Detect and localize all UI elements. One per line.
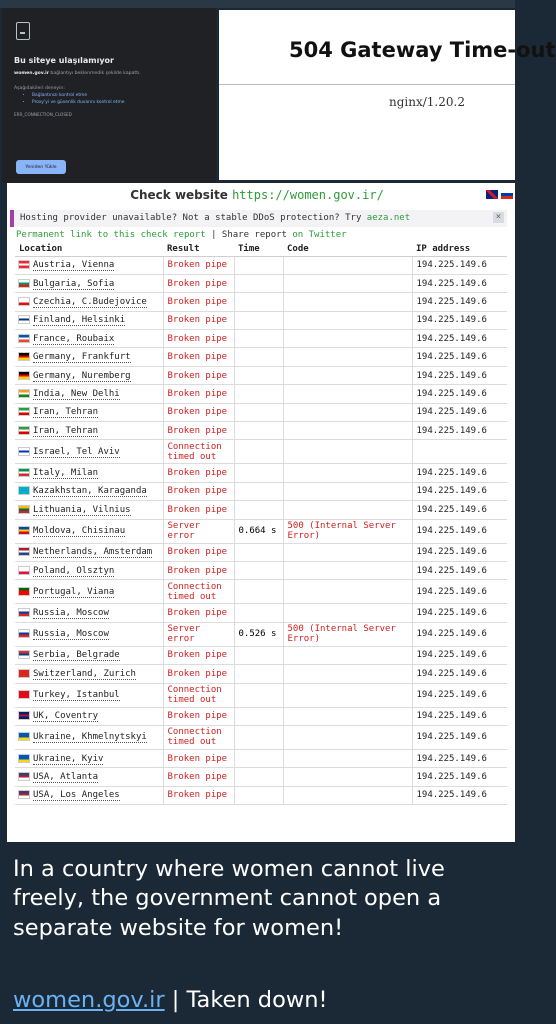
cell-location [15, 330, 163, 348]
table-row [15, 768, 507, 786]
location-link[interactable]: Czechia, C.Budejovice [33, 296, 147, 307]
cell-code [283, 501, 412, 519]
country-flag-icon [19, 280, 29, 287]
cell-ip: 194.225.149.6 [412, 330, 507, 348]
error-domain: women.gov.ir [14, 71, 49, 76]
cell-code [283, 403, 412, 421]
cell-result: Broken pipe [163, 348, 234, 366]
permalink-link[interactable]: Permanent link to this check report [16, 230, 206, 240]
cell-code [283, 786, 412, 804]
cell-ip: 194.225.149.6 [412, 482, 507, 500]
cell-ip: 194.225.149.6 [412, 580, 507, 604]
cell-time: 0.664 s [234, 519, 283, 543]
cell-location [15, 501, 163, 519]
country-flag-icon [19, 261, 29, 268]
cell-ip: 194.225.149.6 [412, 422, 507, 440]
checked-url[interactable]: https://women.gov.ir/ [232, 188, 384, 202]
location-link[interactable]: Portugal, Viana [33, 586, 115, 597]
cell-location [15, 543, 163, 561]
cell-result: Broken pipe [163, 293, 234, 311]
tip-check-proxy[interactable]: • Proxy'yi ve güvenlik duvarını kontrol etme [32, 100, 204, 105]
cell-ip: 194.225.149.6 [412, 311, 507, 329]
cell-time [234, 482, 283, 500]
cell-code [283, 256, 412, 274]
column-header-time: Time [234, 242, 283, 256]
cell-result: Broken pipe [163, 561, 234, 579]
country-flag-icon [19, 791, 29, 798]
cell-ip: 194.225.149.6 [412, 725, 507, 749]
sad-document-icon [16, 22, 30, 40]
cell-code [283, 768, 412, 786]
column-header-result: Result [163, 242, 234, 256]
table-row [15, 707, 507, 725]
country-flag-icon [19, 773, 29, 780]
location-link[interactable]: Poland, Olsztyn [33, 565, 115, 576]
table-row [15, 725, 507, 749]
russia-flag-icon[interactable] [501, 190, 513, 199]
cell-location [15, 274, 163, 292]
cell-code [283, 482, 412, 500]
cell-time [234, 293, 283, 311]
country-flag-icon [19, 670, 29, 677]
cell-ip: 194.225.149.6 [412, 768, 507, 786]
table-row [15, 646, 507, 664]
ad-banner [10, 210, 507, 227]
check-title [7, 188, 507, 202]
cell-result: Server error [163, 622, 234, 646]
error-subtitle-text: bağlantıyı beklenmedik şekilde kapattı. [48, 71, 141, 76]
cell-code [283, 646, 412, 664]
cell-location [15, 482, 163, 500]
footer-link[interactable]: women.gov.ir [13, 987, 165, 1013]
column-header-ip: IP address [412, 242, 507, 256]
cell-result: Connection timed out [163, 580, 234, 604]
table-row [15, 519, 507, 543]
table-row [15, 274, 507, 292]
cell-ip [412, 440, 507, 464]
cell-ip: 194.225.149.6 [412, 646, 507, 664]
table-row [15, 440, 507, 464]
country-flag-icon [19, 651, 29, 658]
cell-code [283, 683, 412, 707]
cell-time [234, 561, 283, 579]
location-link[interactable]: France, Roubaix [33, 333, 115, 344]
tips-list [32, 93, 204, 105]
country-flag-icon [19, 733, 29, 740]
location-link[interactable]: Turkey, Istanbul [33, 690, 120, 701]
gateway-heading: 504 Gateway Time-out [289, 38, 556, 62]
cell-code [283, 604, 412, 622]
location-link[interactable]: UK, Coventry [33, 711, 99, 722]
country-flag-icon [19, 390, 29, 397]
cell-time [234, 646, 283, 664]
cell-ip: 194.225.149.6 [412, 543, 507, 561]
cell-ip: 194.225.149.6 [412, 683, 507, 707]
country-flag-icon [19, 335, 29, 342]
cell-ip: 194.225.149.6 [412, 501, 507, 519]
error-title: Bu siteye ulaşılamıyor [14, 56, 114, 65]
table-row [15, 293, 507, 311]
cell-code [283, 422, 412, 440]
location-link[interactable]: Switzerland, Zurich [33, 668, 136, 679]
cell-result: Broken pipe [163, 707, 234, 725]
cell-time [234, 580, 283, 604]
cell-ip: 194.225.149.6 [412, 561, 507, 579]
cell-result: Broken pipe [163, 665, 234, 683]
cell-ip: 194.225.149.6 [412, 519, 507, 543]
cell-result: Broken pipe [163, 464, 234, 482]
cell-location [15, 403, 163, 421]
top-strip [0, 0, 515, 8]
cell-time [234, 665, 283, 683]
cell-code [283, 580, 412, 604]
table-row [15, 366, 507, 384]
location-link[interactable]: Iran, Tehran [33, 407, 99, 418]
location-link[interactable]: Moldova, Chisinau [33, 526, 126, 537]
location-link[interactable]: USA, Atlanta [33, 772, 99, 782]
location-link[interactable]: Kazakhstan, Karaganda [33, 486, 147, 497]
country-flag-icon [19, 353, 29, 360]
cell-code [283, 543, 412, 561]
location-link[interactable]: Germany, Frankfurt [33, 352, 131, 363]
table-row [15, 501, 507, 519]
cell-result: Broken pipe [163, 403, 234, 421]
table-header [15, 242, 507, 256]
location-link[interactable]: Ukraine, Khmelnytskyi [33, 732, 147, 743]
cell-time [234, 385, 283, 403]
country-flag-icon [19, 408, 29, 415]
cell-result: Broken pipe [163, 366, 234, 384]
cell-ip: 194.225.149.6 [412, 256, 507, 274]
cell-ip: 194.225.149.6 [412, 749, 507, 767]
cell-code [283, 665, 412, 683]
country-flag-icon [19, 755, 29, 762]
cell-location [15, 683, 163, 707]
cell-location [15, 622, 163, 646]
cell-time [234, 786, 283, 804]
close-icon[interactable]: × [493, 212, 504, 223]
cell-time [234, 464, 283, 482]
cell-result: Connection timed out [163, 683, 234, 707]
cell-time [234, 501, 283, 519]
report-links [16, 230, 347, 240]
post-footer [13, 987, 328, 1013]
table-row [15, 580, 507, 604]
cell-ip: 194.225.149.6 [412, 464, 507, 482]
cell-code: 500 (Internal Server Error) [283, 622, 412, 646]
location-link[interactable]: Italy, Milan [33, 468, 99, 479]
cell-result: Connection timed out [163, 725, 234, 749]
cell-ip: 194.225.149.6 [412, 665, 507, 683]
cell-result: Broken pipe [163, 385, 234, 403]
country-flag-icon [19, 316, 29, 323]
cell-code [283, 311, 412, 329]
cell-result: Broken pipe [163, 311, 234, 329]
cell-location [15, 725, 163, 749]
table-row [15, 464, 507, 482]
cell-time [234, 543, 283, 561]
cell-code [283, 440, 412, 464]
cell-code [283, 385, 412, 403]
cell-result: Broken pipe [163, 768, 234, 786]
cell-location [15, 385, 163, 403]
cell-code [283, 561, 412, 579]
footer-text: | Taken down! [164, 987, 328, 1013]
location-link[interactable]: Lithuania, Vilnius [33, 504, 131, 515]
error-code: ERR_CONNECTION_CLOSED [14, 112, 72, 117]
cell-code [283, 293, 412, 311]
cell-location [15, 464, 163, 482]
tip-check-connection[interactable]: • Bağlantınızı kontrol etme [32, 93, 204, 98]
country-flag-icon [19, 691, 29, 698]
cell-time [234, 768, 283, 786]
column-header-code: Code [283, 242, 412, 256]
cell-ip: 194.225.149.6 [412, 403, 507, 421]
country-flag-icon [19, 298, 29, 305]
country-flag-icon [19, 372, 29, 379]
cell-result: Broken pipe [163, 501, 234, 519]
cell-code [283, 330, 412, 348]
table-row [15, 422, 507, 440]
banner-link[interactable]: aeza.net [366, 213, 411, 223]
browser-error-screenshot [2, 8, 216, 183]
uk-flag-icon[interactable] [486, 190, 498, 199]
cell-ip: 194.225.149.6 [412, 366, 507, 384]
table-row [15, 403, 507, 421]
cell-location [15, 580, 163, 604]
table-row [15, 604, 507, 622]
cell-location [15, 311, 163, 329]
cell-result: Broken pipe [163, 256, 234, 274]
table-row [15, 311, 507, 329]
location-link[interactable]: Bulgaria, Sofia [33, 278, 115, 289]
cell-result: Broken pipe [163, 482, 234, 500]
table-row [15, 749, 507, 767]
cell-code: 500 (Internal Server Error) [283, 519, 412, 543]
twitter-link[interactable]: on Twitter [292, 230, 347, 240]
cell-code [283, 725, 412, 749]
cell-ip: 194.225.149.6 [412, 622, 507, 646]
table-row [15, 330, 507, 348]
cell-result: Broken pipe [163, 646, 234, 664]
location-link[interactable]: Russia, Moscow [33, 608, 109, 619]
server-version: nginx/1.20.2 [389, 95, 465, 109]
cell-time [234, 311, 283, 329]
location-link[interactable]: Iran, Tehran [33, 425, 99, 436]
cell-result: Broken pipe [163, 422, 234, 440]
cell-location [15, 646, 163, 664]
cell-location [15, 440, 163, 464]
location-link[interactable]: Serbia, Belgrade [33, 650, 120, 661]
cell-time [234, 256, 283, 274]
cell-location [15, 665, 163, 683]
results-table [15, 242, 507, 805]
table-row [15, 256, 507, 274]
location-link[interactable]: Ukraine, Kyiv [33, 753, 104, 764]
cell-location [15, 786, 163, 804]
cell-ip: 194.225.149.6 [412, 274, 507, 292]
cell-result: Broken pipe [163, 604, 234, 622]
gateway-timeout-screenshot [219, 10, 556, 180]
divider [219, 84, 515, 85]
post-caption: In a country where women cannot live freely, the government cannot open a separate website for women! [13, 856, 445, 941]
cell-location [15, 366, 163, 384]
links-separator: | [205, 230, 222, 240]
error-subtitle [14, 71, 204, 76]
country-flag-icon [19, 506, 29, 513]
cell-ip: 194.225.149.6 [412, 348, 507, 366]
cell-result: Broken pipe [163, 543, 234, 561]
country-flag-icon [19, 609, 29, 616]
table-row [15, 665, 507, 683]
cell-code [283, 348, 412, 366]
cell-location [15, 707, 163, 725]
table-row [15, 622, 507, 646]
cell-code [283, 274, 412, 292]
cell-location [15, 749, 163, 767]
cell-location [15, 422, 163, 440]
cell-time [234, 403, 283, 421]
check-title-prefix: Check website [130, 188, 233, 202]
cell-location [15, 348, 163, 366]
location-link[interactable]: India, New Delhi [33, 388, 120, 399]
cell-location [15, 604, 163, 622]
check-host-report [7, 183, 515, 842]
location-link[interactable]: Austria, Vienna [33, 260, 115, 271]
cell-location [15, 293, 163, 311]
banner-text: Hosting provider unavailable? Not a stable DDoS protection? Try [20, 213, 367, 223]
cell-result: Connection timed out [163, 440, 234, 464]
cell-result: Server error [163, 519, 234, 543]
location-link[interactable]: Netherlands, Amsterdam [33, 547, 153, 558]
cell-result: Broken pipe [163, 749, 234, 767]
location-link[interactable]: Finland, Helsinki [33, 315, 126, 326]
cell-code [283, 707, 412, 725]
table-row [15, 543, 507, 561]
cell-time [234, 330, 283, 348]
cell-time [234, 274, 283, 292]
cell-time [234, 749, 283, 767]
try-label: Aşağıdakileri deneyin: [14, 86, 65, 91]
table-row [15, 385, 507, 403]
reload-button[interactable]: Yeniden Yükle [16, 160, 66, 174]
cell-location [15, 768, 163, 786]
cell-ip: 194.225.149.6 [412, 786, 507, 804]
cell-time [234, 440, 283, 464]
cell-location [15, 256, 163, 274]
location-link[interactable]: Russia, Moscow [33, 629, 109, 640]
table-row [15, 561, 507, 579]
country-flag-icon [19, 567, 29, 574]
table-row [15, 348, 507, 366]
country-flag-icon [19, 448, 29, 455]
cell-time [234, 366, 283, 384]
country-flag-icon [19, 427, 29, 434]
column-header-location: Location [15, 242, 163, 256]
country-flag-icon [19, 630, 29, 637]
cell-time [234, 725, 283, 749]
cell-time [234, 604, 283, 622]
table-row [15, 482, 507, 500]
cell-time [234, 422, 283, 440]
cell-time [234, 683, 283, 707]
table-row [15, 786, 507, 804]
country-flag-icon [19, 588, 29, 595]
cell-code [283, 749, 412, 767]
cell-result: Broken pipe [163, 330, 234, 348]
location-link[interactable]: Israel, Tel Aviv [33, 446, 120, 457]
cell-code [283, 366, 412, 384]
cell-ip: 194.225.149.6 [412, 385, 507, 403]
country-flag-icon [19, 712, 29, 719]
country-flag-icon [19, 548, 29, 555]
location-link[interactable]: USA, Los Angeles [33, 790, 120, 801]
cell-code [283, 464, 412, 482]
language-switcher [486, 190, 513, 199]
country-flag-icon [19, 487, 29, 494]
cell-time [234, 348, 283, 366]
share-label: Share report [221, 230, 293, 240]
cell-ip: 194.225.149.6 [412, 604, 507, 622]
country-flag-icon [19, 469, 29, 476]
cell-location [15, 519, 163, 543]
table-row [15, 683, 507, 707]
cell-time [234, 707, 283, 725]
cell-time: 0.526 s [234, 622, 283, 646]
cell-ip: 194.225.149.6 [412, 707, 507, 725]
cell-location [15, 561, 163, 579]
cell-result: Broken pipe [163, 786, 234, 804]
location-link[interactable]: Germany, Nuremberg [33, 370, 131, 381]
cell-result: Broken pipe [163, 274, 234, 292]
country-flag-icon [19, 527, 29, 534]
cell-ip: 194.225.149.6 [412, 293, 507, 311]
